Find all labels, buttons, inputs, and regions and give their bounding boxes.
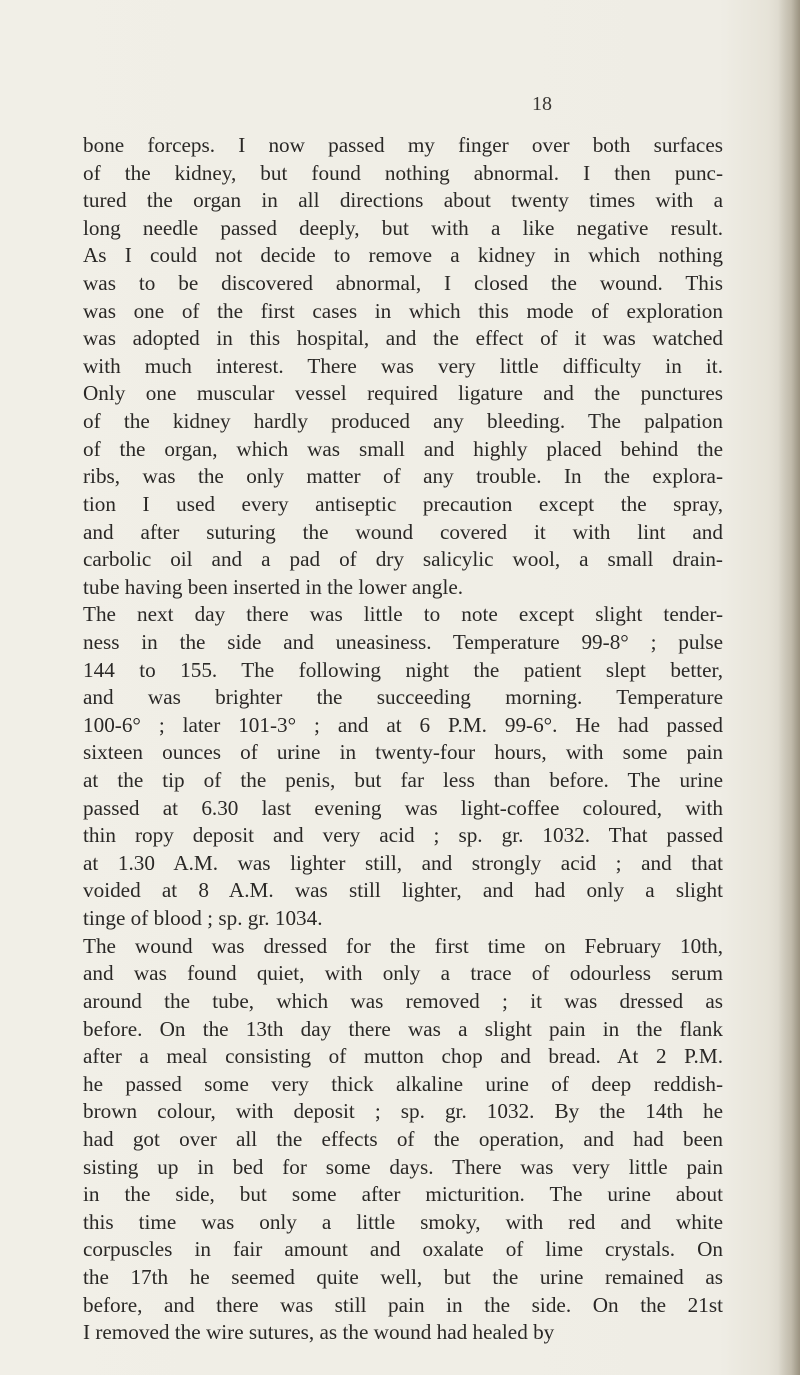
- text-line: of the organ, which was small and highly placed behind the: [83, 436, 723, 461]
- text-line: bone forceps. I now passed my finger over both surfaces: [83, 133, 723, 157]
- text-line: ribs, was the only matter of any trouble. In the explora-: [83, 464, 723, 489]
- text-line: tion I used every antiseptic precaution except the spray,: [83, 491, 723, 516]
- text-line: before, and there was still pain in the side. On the 21st: [83, 1292, 723, 1317]
- text-line: had got over all the effects of the operation, and had been: [83, 1126, 723, 1151]
- text-line: of the kidney hardly produced any bleeding. The palpation: [83, 409, 723, 434]
- text-line: was one of the first cases in which this mode of exploration: [83, 298, 723, 323]
- text-line: in the side, but some after micturition. The urine about: [83, 1182, 723, 1207]
- text-line: sisting up in bed for some days. There was very little pain: [83, 1154, 723, 1179]
- text-line: brown colour, with deposit ; sp. gr. 1032. By the 14th he: [83, 1099, 723, 1124]
- text-line: and was brighter the succeeding morning. Temperature: [83, 685, 723, 710]
- text-line: tube having been inserted in the lower angle.: [83, 574, 464, 599]
- text-line: this time was only a little smoky, with red and white: [83, 1209, 723, 1234]
- text-line: tinge of blood ; sp. gr. 1034.: [83, 906, 323, 931]
- text-line: voided at 8 A.M. was still lighter, and had only a slight: [83, 878, 723, 903]
- text-line: Only one muscular vessel required ligature and the punctures: [83, 381, 723, 406]
- text-line: with much interest. There was very little difficulty in it.: [83, 353, 723, 378]
- text-line: tured the organ in all directions about twenty times with a: [83, 188, 723, 213]
- text-line: The next day there was little to note except slight tender-: [83, 602, 723, 627]
- page-number: 18: [532, 93, 552, 115]
- text-line: was adopted in this hospital, and the effect of it was watched: [83, 326, 723, 351]
- text-line: The wound was dressed for the first time on February 10th,: [83, 933, 723, 958]
- text-line: ness in the side and uneasiness. Temperature 99-8° ; pulse: [83, 629, 723, 654]
- text-line: corpuscles in fair amount and oxalate of lime crystals. On: [83, 1237, 723, 1262]
- text-line: at 1.30 A.M. was lighter still, and strongly acid ; and that: [83, 850, 723, 875]
- text-line: passed at 6.30 last evening was light-coffee coloured, with: [83, 795, 723, 820]
- text-line: sixteen ounces of urine in twenty-four hours, with some pain: [83, 740, 723, 765]
- body-text: [83, 132, 723, 1347]
- text-line: was to be discovered abnormal, I closed the wound. This: [83, 271, 723, 296]
- text-line: and after suturing the wound covered it with lint and: [83, 519, 723, 544]
- text-line: 144 to 155. The following night the patient slept better,: [83, 657, 723, 682]
- text-line: As I could not decide to remove a kidney in which nothing: [83, 243, 723, 268]
- text-line: and was found quiet, with only a trace of odourless serum: [83, 961, 723, 986]
- text-line: thin ropy deposit and very acid ; sp. gr. 1032. That passed: [83, 823, 723, 848]
- text-line: I removed the wire sutures, as the wound had healed by: [83, 1320, 555, 1345]
- text-line: 100-6° ; later 101-3° ; and at 6 P.M. 99-6°. He had passed: [83, 712, 723, 737]
- text-line: carbolic oil and a pad of dry salicylic wool, a small drain-: [83, 547, 723, 572]
- text-line: long needle passed deeply, but with a like negative result.: [83, 215, 723, 240]
- text-line: before. On the 13th day there was a slight pain in the flank: [83, 1016, 723, 1041]
- text-line: after a meal consisting of mutton chop and bread. At 2 P.M.: [83, 1044, 723, 1069]
- text-line: the 17th he seemed quite well, but the urine remained as: [83, 1264, 723, 1289]
- text-line: around the tube, which was removed ; it was dressed as: [83, 988, 723, 1013]
- text-line: of the kidney, but found nothing abnormal. I then punc-: [83, 160, 723, 185]
- text-line: at the tip of the penis, but far less than before. The urine: [83, 768, 723, 793]
- text-line: he passed some very thick alkaline urine of deep reddish-: [83, 1071, 723, 1096]
- page-edge-shadow: [778, 0, 800, 1375]
